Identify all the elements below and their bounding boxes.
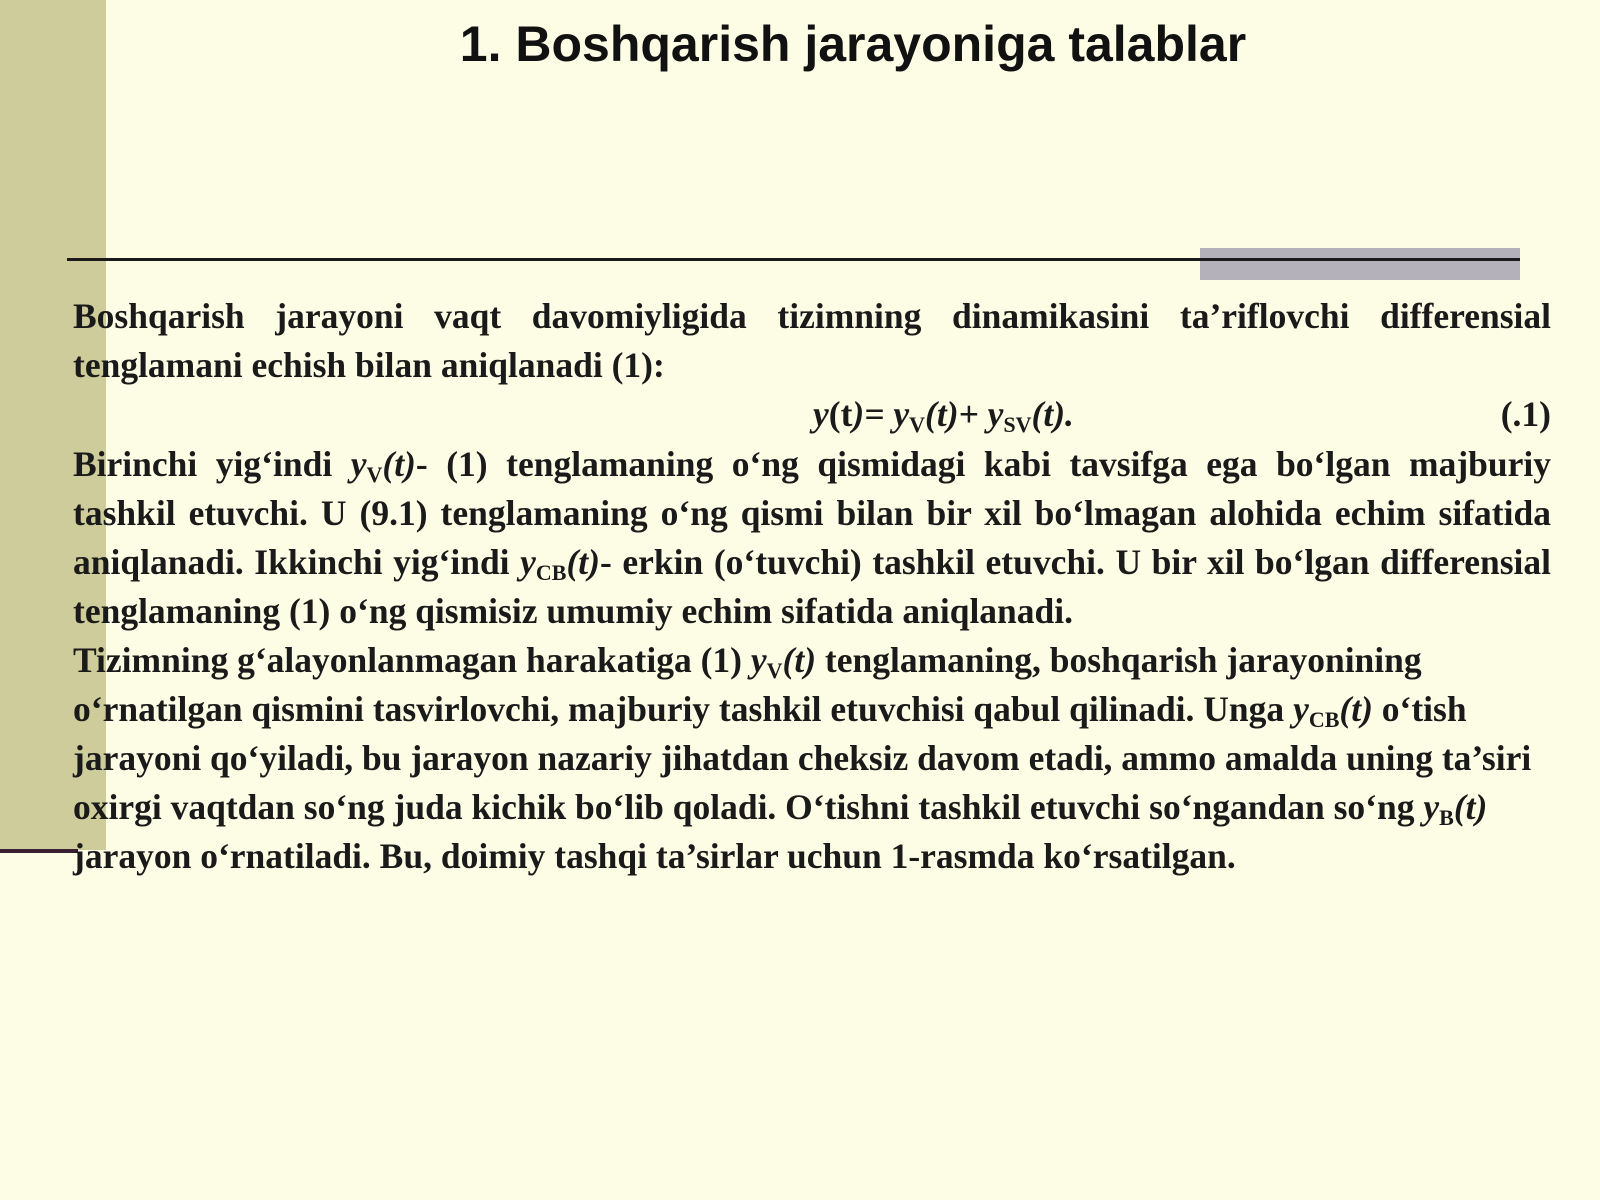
equation-line: [73, 390, 1551, 440]
paragraph-components: Birinchi yig‘indi $y_V(t)-$ (1) tenglamaning o‘ng qismidagi kabi tavsifga ega bo‘lgan majburiy tashkil etuvchi. U (9.1) tenglamaning o‘ng qismi bilan bir xil bo‘lmagan alohida echim sifatida aniqlanadi. Ikkinchi yig‘indi $y_{CB}(t)-$ erkin (o‘tuvchi) tashkil etuvchi. U bir xil bo‘lgan differensial tenglamaning (1) o‘ng qismisiz umumiy echim sifatida aniqlanadi.: [73, 444, 1552, 631]
equation-lhs-arg: (t: [828, 394, 853, 434]
equation: $y(t)= y_V(t)+ y_{SV}(t)$.: [813, 394, 1074, 437]
paragraph-transient: Tizimning g‘alayonlanmagan harakatiga (1) $y_V(t)$ tenglamaning, boshqarish jarayonining o‘rnatilgan qismini tasvirlovchi, majburiy tashkil etuvchisi qabul qilinadi. Unga $y_{CB}(t)$ o‘tish jarayoni qo‘yiladi, bu jarayon nazariy jihatdan cheksiz davom etadi, ammo amalda uning ta’siri oxirgi vaqtdan so‘ng juda kichik bo‘lib qoladi. O‘tishni tashkil etuvchi so‘ngandan so‘ng $y_B(t)$ jarayon o‘rnatiladi. Bu, doimiy tashqi ta’sirlar uchun 1-rasmda ko‘rsatilgan.: [73, 640, 1532, 876]
left-accent-rule: [0, 849, 78, 853]
slide-title: 1. Boshqarish jarayoniga talablar: [459, 16, 1247, 72]
paragraph-intro: Boshqarish jarayoni vaqt davomiyligida tizimning dinamikasini ta’riflovchi differensial tenglamani echish bilan aniqlanadi (1):: [73, 296, 1551, 385]
title-divider: [67, 258, 1520, 261]
slide-body: [73, 292, 1551, 881]
title-accent-bar: [1200, 248, 1520, 280]
equation-number: (.1): [1500, 394, 1551, 434]
